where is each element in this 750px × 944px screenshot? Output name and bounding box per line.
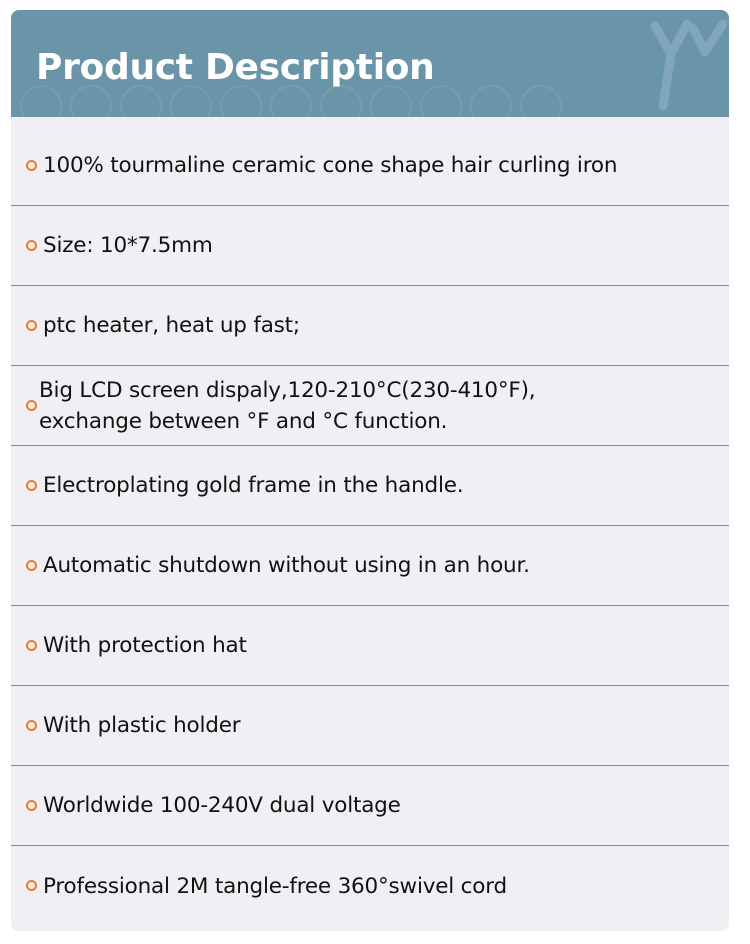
feature-text: Size: 10*7.5mm [43, 233, 213, 258]
feature-text [39, 375, 719, 437]
feature-text: Professional 2M tangle-free 360°swivel cord [43, 873, 507, 899]
bullet-circle-icon [26, 480, 37, 491]
feature-text: Electroplating gold frame in the handle. [43, 473, 464, 498]
bullet-circle-icon [26, 320, 37, 331]
list-item [11, 846, 729, 926]
bullet-circle-icon [26, 720, 37, 731]
page-title: Product Description [36, 47, 435, 88]
product-description-card [11, 10, 729, 931]
list-item [11, 766, 729, 846]
feature-text: With plastic holder [43, 713, 241, 738]
list-item [11, 526, 729, 606]
bullet-circle-icon [26, 400, 37, 411]
feature-text: Automatic shutdown without using in an hour. [43, 553, 530, 578]
feature-text-line-2: exchange between °F and °C function. [39, 408, 448, 434]
feature-text: 100% tourmaline ceramic cone shape hair curling iron [43, 153, 618, 178]
list-item [11, 126, 729, 206]
bullet-circle-icon [26, 240, 37, 251]
header-banner [11, 10, 729, 117]
bullet-circle-icon [26, 560, 37, 571]
feature-text: ptc heater, heat up fast; [43, 313, 300, 338]
bullet-circle-icon [26, 640, 37, 651]
feature-text: With protection hat [43, 633, 247, 658]
list-item [11, 606, 729, 686]
bullet-circle-icon [26, 880, 37, 891]
brand-y-logo-icon [647, 14, 727, 114]
feature-text-line-1: Big LCD screen dispaly,120-210°C(230-410°F), [39, 377, 536, 403]
feature-text: Worldwide 100-240V dual voltage [43, 793, 401, 818]
list-item [11, 286, 729, 366]
feature-list [11, 126, 729, 926]
list-item [11, 366, 729, 446]
bullet-circle-icon [26, 800, 37, 811]
list-item [11, 446, 729, 526]
list-item [11, 686, 729, 766]
list-item [11, 206, 729, 286]
bullet-circle-icon [26, 160, 37, 171]
